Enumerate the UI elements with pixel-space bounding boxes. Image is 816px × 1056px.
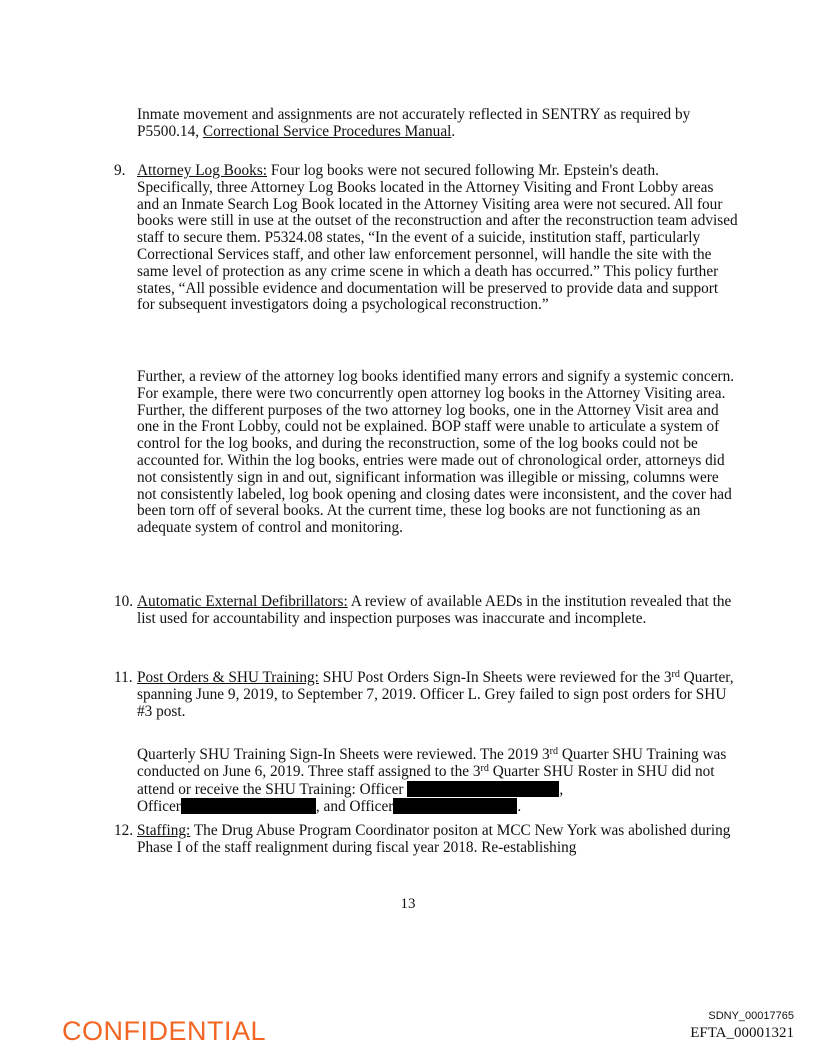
item-11-text-b: Quarter, spanning June 9, 2019, to September 7, 2019. Officer L. Grey failed to sign post orders for SHU #3 post. [137,669,734,720]
item-11-sup: rd [671,669,680,680]
p2-a: Quarterly SHU Training Sign-In Sheets were reviewed. The 2019 3 [137,746,550,763]
redaction-3 [393,798,517,814]
p2-comma: , [559,780,564,798]
intro-period: . [451,122,456,140]
p2-officer: Officer [137,798,181,816]
item-11-number: 11. [114,669,133,686]
item-11-paragraph-1 [137,670,738,720]
redaction-1 [407,781,559,797]
manual-reference: Correctional Service Procedures Manual [202,122,452,140]
bates-number-1: SDNY_00017765 [708,1010,794,1022]
page-number: 13 [400,896,416,912]
p2-c: Quarter SHU Roster in SHU did not attend or receive the SHU Training: Officer [137,762,715,798]
item-12-paragraph [137,823,738,857]
intro-paragraph [137,107,737,141]
p2-sup1: rd [549,746,559,757]
intro-text: Inmate movement and assignments are not accurately reflected in SENTRY as required by P5500.14, [137,106,691,140]
item-10-number: 10. [114,593,134,610]
item-9-text: Four log books were not secured following Mr. Epstein's death. Specifically, three Attorney Log Books located in the Attorney Visiting and Front Lobby areas and an Inmate Search Log Book located in the Attorney Visiting area were not secured. All four books were still in use at the outset of the reconstruction and after the reconstruction team advised staff to secure them. P5324.08 states, “In the event of a suicide, institution staff, particularly Correctional Services staff, and other law enforcement personnel, will handle the site with the same level of protection as any crime scene in which a death has occurred.” This policy further states, “All possible evidence and documentation will be preserved to provide data and support for subsequent investigators doing a psychological reconstruction.” [137,162,738,314]
p2-b: Quarter SHU Training was conducted on June 6, 2019. Three staff assigned to the 3 [137,746,727,780]
redaction-2 [181,798,316,814]
item-10-heading: Automatic External Defibrillators: [137,593,348,610]
item-9-heading: Attorney Log Books: [137,162,268,179]
p2-end: . [517,798,522,816]
item-11-text-a: SHU Post Orders Sign-In Sheets were reviewed for the 3 [322,669,672,686]
item-9-paragraph-1 [137,163,738,314]
item-11-heading: Post Orders & SHU Training: [137,669,319,686]
p2-sup2: rd [480,762,489,774]
bates-number-2: EFTA_00001321 [690,1025,794,1041]
item-10-paragraph [137,594,738,628]
item-12-heading: Staffing: [137,822,191,839]
item-12-text: The Drug Abuse Program Coordinator positon at MCC New York was abolished during Phase I of the staff realignment during fiscal year 2018. Re-establishing [137,822,731,856]
item-10-text: A review of available AEDs in the institution revealed that the list used for accountability and inspection purposes was inaccurate and incomplete. [137,593,732,627]
item-11-paragraph-2 [137,747,737,816]
p2-and: , and Officer [315,798,394,816]
item-9-paragraph-2: Further, a review of the attorney log books identified many errors and signify a systemic concern. For example, there were two concurrently open attorney log books in the Attorney Visiting area. Further, the different purposes of the two attorney log books, one in the Attorney Visit area and one in the Front Lobby, could not be explained. BOP staff were unable to articulate a system of control for the log books, and during the reconstruction, some of the log books could not be accounted for. Within the log books, entries were made out of chronological order, attorneys did not consistently sign in and out, significant information was illegible or missing, columns were not consistently labeled, log book opening and closing dates were inconsistent, and the cover had been torn off of several books. At the current time, these log books are not functioning as an adequate system of control and monitoring. [137,368,735,537]
item-12-number: 12. [114,822,134,839]
confidential-stamp: CONFIDENTIAL [62,1016,267,1046]
item-9-number: 9. [114,162,126,179]
